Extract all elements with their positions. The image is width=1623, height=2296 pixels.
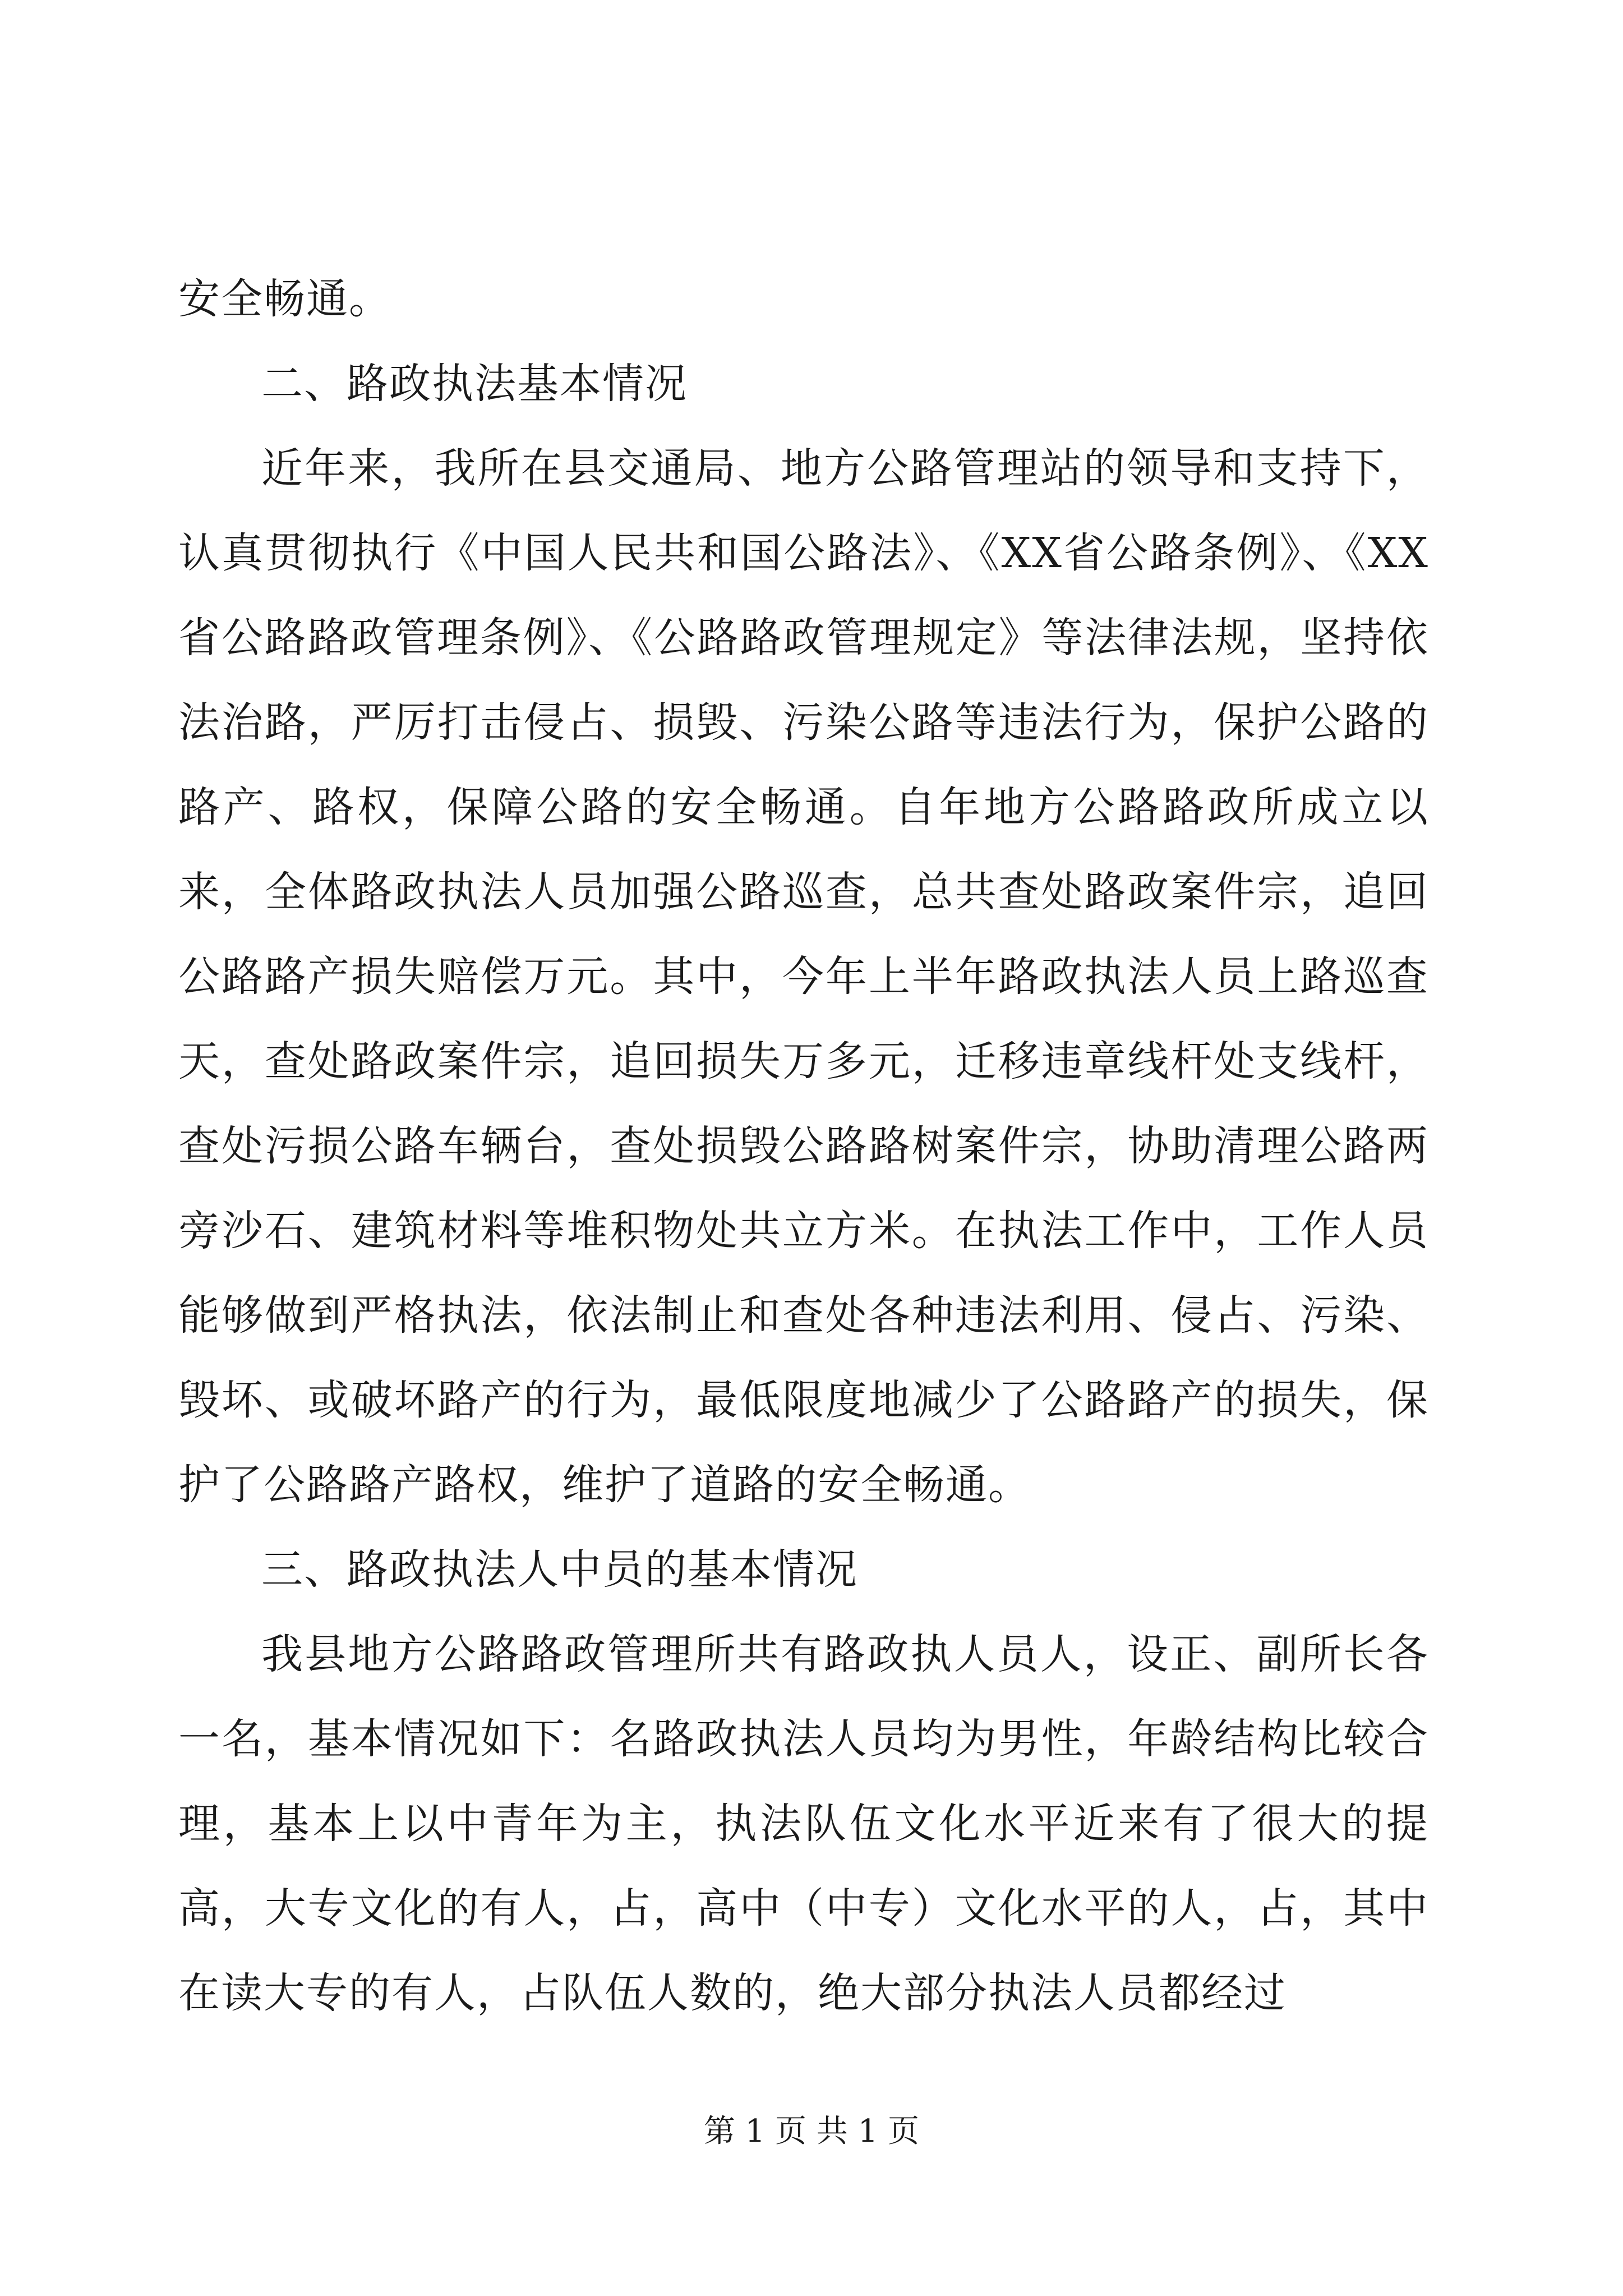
paragraph-continuation: 安全畅通。 bbox=[178, 275, 391, 323]
section-heading-3: 三、路政执法人中员的基本情况 bbox=[261, 1545, 858, 1594]
document-body bbox=[178, 257, 1429, 2036]
paragraph-enforcement-overview: 近年来，我所在县交通局、地方公路管理站的领导和支持下，认真贯彻执行《中国人民共和国公路法》、《XX省公路条例》、《XX省公路路政管理条例》、《公路路政管理规定》等法律法规，坚持依法治路，严厉打击侵占、损毁、污染公路等违法行为，保护公路的路产、路权，保障公路的安全畅通。自年地方公路路政所成立以来，全体路政执法人员加强公路巡查，总共查处路政案件宗，追回公路路产损失赔偿万元。其中，今年上半年路政执法人员上路巡查天，查处路政案件宗，追回损失万多元，迁移违章线杆处支线杆，查处污损公路车辆台，查处损毁公路路树案件宗，协助清理公路两旁沙石、建筑材料等堆积物处共立方米。在执法工作中，工作人员能够做到严格执法，依法制止和查处各种违法利用、侵占、污染、毁坏、或破坏路产的行为，最低限度地减少了公路路产的损失，保护了公路路产路权，维护了道路的安全畅通。 bbox=[178, 444, 1429, 1509]
page-number-label: 第 1 页 共 1 页 bbox=[703, 2113, 920, 2150]
paragraph-staff-overview: 我县地方公路路政管理所共有路政执人员人，设正、副所长各一名，基本情况如下：名路政执法人员均为男性，年龄结构比较合理，基本上以中青年为主，执法队伍文化水平近来有了很大的提高，大专文化的有人，占，高中（中专）文化水平的人，占，其中在读大专的有人，占队伍人数的，绝大部分执法人员都经过 bbox=[178, 1630, 1429, 2017]
section-heading-2: 二、路政执法基本情况 bbox=[261, 360, 688, 408]
page-footer bbox=[0, 2109, 1623, 2154]
